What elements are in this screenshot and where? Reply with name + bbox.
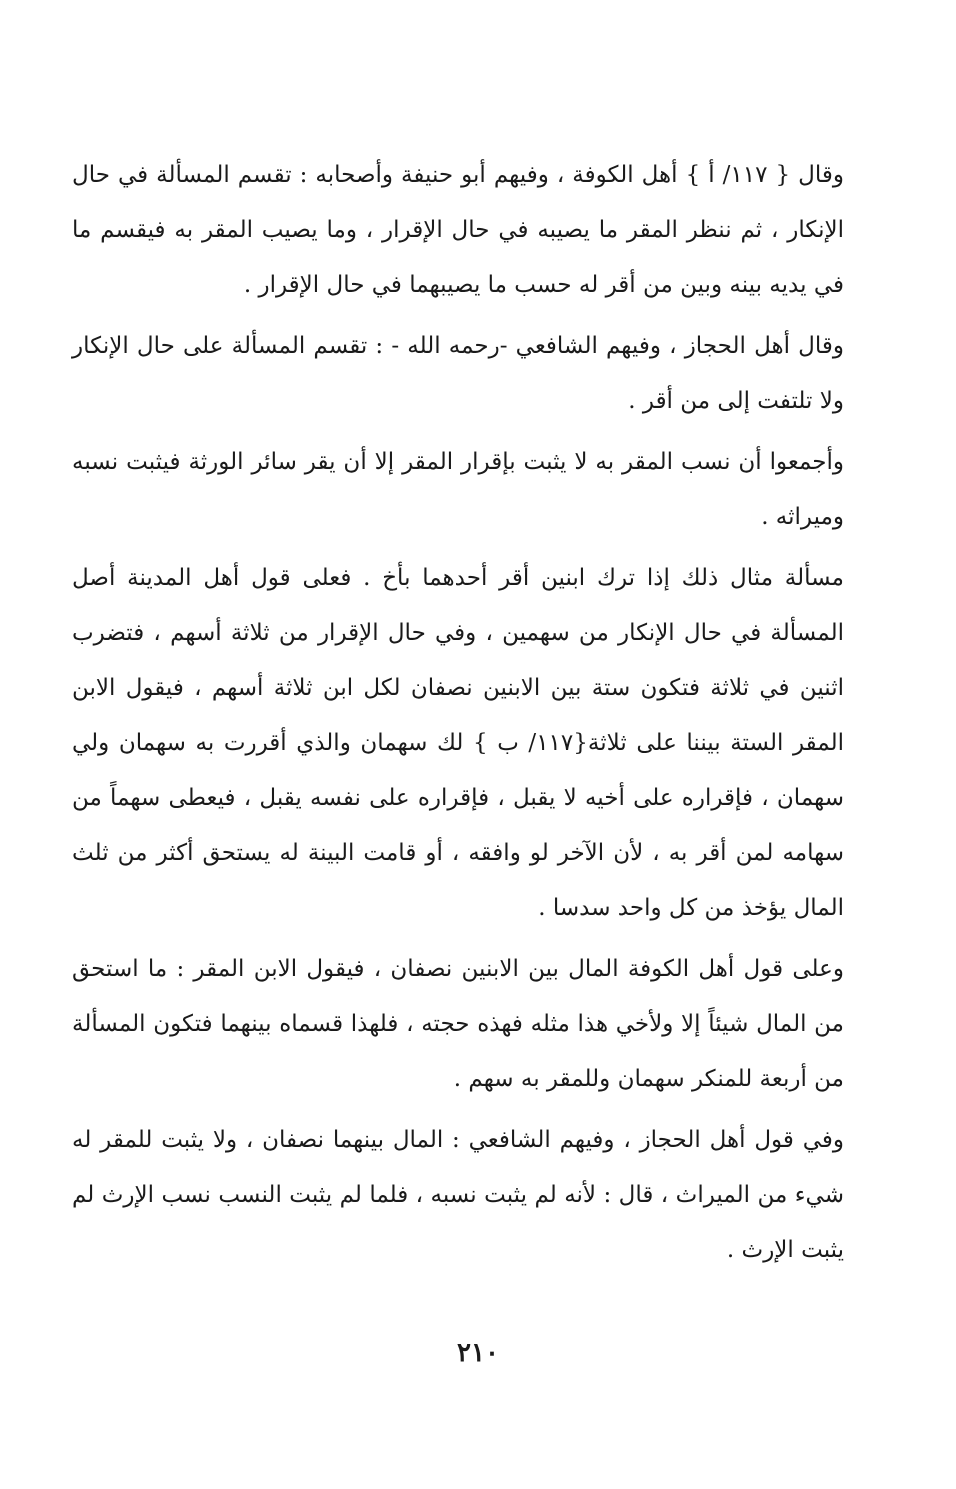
paragraph-1: وقال { ١١٧/ أ } أهل الكوفة ، وفيهم أبو حنيفة وأصحابه : تقسم المسألة في حال الإنكار ، ثم ننظر المقر ما يصيبه في حال الإقرار ، وما يصيب المقر به فيقسم ما في يديه بينه وبين من أقر له حسب ما يصيبهما في حال الإقرار . <box>72 162 844 298</box>
paragraph-5: وعلى قول أهل الكوفة المال بين الابنين نصفان ، فيقول الابن المقر : ما استحق من المال شيئاً إلا ولأخي هذا مثله فهذه حجته ، فلهذا قسماه بينهما فتكون المسألة من أربعة للمنكر سهمان وللمقر به سهم . <box>72 956 844 1092</box>
paragraph-2: وقال أهل الحجاز ، وفيهم الشافعي -رحمه الله - : تقسم المسألة على حال الإنكار ولا تلتفت إلى من أقر . <box>72 333 844 414</box>
page-number: ٢١٠ <box>457 1338 499 1368</box>
paragraph-4: مسألة مثال ذلك إذا ترك ابنين أقر أحدهما بأخ . فعلى قول أهل المدينة أصل المسألة في حال الإنكار من سهمين ، وفي حال الإقرار من ثلاثة أسهم ، فتضرب اثنين في ثلاثة فتكون ستة بين الابنين نصفان لكل ابن ثلاثة أسهم ، فيقول الابن المقر الستة بيننا على ثلاثة{١١٧/ ب } لك سهمان والذي أقررت به سهمان ولي سهمان ، فإقراره على أخيه لا يقبل ، فإقراره على نفسه يقبل ، فيعطى سهماً من سهامه لمن أقر به ، لأن الآخر لو وافقه ، أو قامت البينة له يستحق أكثر من ثلث المال يؤخذ من كل واحد سدسا . <box>72 565 844 921</box>
body-text <box>72 148 844 1284</box>
paragraph-6: وفي قول أهل الحجاز ، وفيهم الشافعي : المال بينهما نصفان ، ولا يثبت للمقر له شيء من الميراث ، قال : لأنه لم يثبت نسبه ، فلما لم يثبت النسب نسب الإرث لم يثبت الإرث . <box>72 1127 844 1263</box>
paragraph-3: وأجمعوا أن نسب المقر به لا يثبت بإقرار المقر إلا أن يقر سائر الورثة فيثبت نسبه وميراثه . <box>72 449 844 530</box>
